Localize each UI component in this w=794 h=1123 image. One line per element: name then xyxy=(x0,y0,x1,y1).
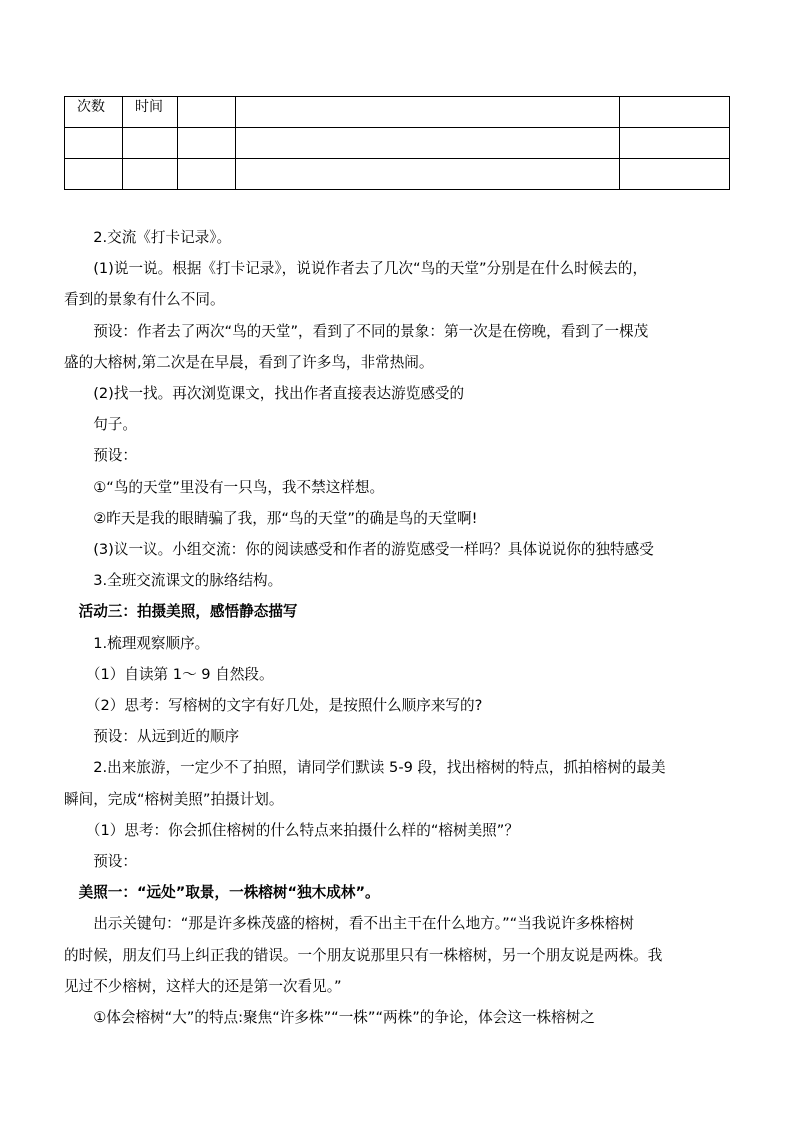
paragraph: （1）思考：你会抓住榕树的什么特点来拍摄什么样的“榕树美照”？ xyxy=(85,821,519,839)
paragraph: (2)找一找。再次浏览课文，找出作者直接表达游览感受的 xyxy=(93,385,465,403)
table-cell xyxy=(236,159,620,190)
table-cell xyxy=(123,128,178,159)
paragraph-continuation: 盛的大榕树,第二次是在早晨，看到了许多鸟，非常热闹。 xyxy=(64,353,434,371)
table-header-cell xyxy=(620,97,730,128)
table-cell xyxy=(65,159,123,190)
paragraph: 2.交流《打卡记录》。 xyxy=(93,229,232,246)
table-cell xyxy=(178,159,236,190)
paragraph: 预设：作者去了两次“鸟的天堂”，看到了不同的景象：第一次是在傍晚，看到了一棵茂 xyxy=(93,322,649,340)
paragraph: ②昨天是我的眼睛骗了我，那“鸟的天堂”的确是鸟的天堂啊! xyxy=(93,509,478,527)
paragraph-continuation: 看到的景象有什么不同。 xyxy=(64,291,225,309)
table-row xyxy=(65,128,730,159)
subsection-heading: 美照一：“远处”取景，一株榕树“独木成林”。 xyxy=(78,884,380,902)
table-header-cell xyxy=(178,97,236,128)
paragraph: 3.全班交流课文的脉络结构。 xyxy=(93,572,283,590)
table-header-row xyxy=(65,97,730,128)
paragraph: 出示关键句：“那是许多株茂盛的榕树，看不出主干在什么地方。”“当我说许多株榕树 xyxy=(93,915,634,933)
table-cell xyxy=(178,128,236,159)
paragraph: 句子。 xyxy=(93,416,137,434)
paragraph: ①“鸟的天堂”里没有一只鸟，我不禁这样想。 xyxy=(93,478,385,496)
table-cell xyxy=(620,159,730,190)
table-cell xyxy=(236,128,620,159)
record-table xyxy=(64,96,730,190)
paragraph: (1)说一说。根据《打卡记录》，说说作者去了几次“鸟的天堂”分别是在什么时候去的， xyxy=(93,260,648,278)
paragraph: 1.梳理观察顺序。 xyxy=(93,634,210,652)
paragraph: （2）思考：写榕树的文字有好几处，是按照什么顺序来写的? xyxy=(85,697,483,715)
paragraph-continuation: 见过不少榕树，这样大的还是第一次看见。” xyxy=(64,977,342,995)
paragraph: 2.出来旅游，一定少不了拍照，请同学们默读 5-9 段，找出榕树的特点，抓拍榕树的最美 xyxy=(93,759,666,777)
table-cell xyxy=(65,128,123,159)
table-header-cell xyxy=(236,97,620,128)
table-cell xyxy=(620,128,730,159)
paragraph: 预设： xyxy=(93,447,137,465)
paragraph-continuation: 瞬间，完成“榕树美照”拍摄计划。 xyxy=(64,790,284,808)
paragraph-continuation: 的时候，朋友们马上纠正我的错误。一个朋友说那里只有一株榕树，另一个朋友说是两株。我 xyxy=(64,946,663,964)
paragraph: ①体会榕树“大”的特点:聚焦“许多株”“一株”“两株”的争论，体会这一株榕树之 xyxy=(93,1009,595,1027)
paragraph: 预设：从远到近的顺序 xyxy=(93,728,240,746)
paragraph: 预设： xyxy=(93,853,137,871)
table-cell xyxy=(123,159,178,190)
document-body xyxy=(64,222,734,1033)
section-heading: 活动三：拍摄美照，感悟静态描写 xyxy=(78,603,298,621)
table-header-cell: 次数 xyxy=(65,97,123,128)
paragraph: （1）自读第 1～ 9 自然段。 xyxy=(85,665,274,683)
table-header-cell: 时间 xyxy=(123,97,178,128)
paragraph: (3)议一议。小组交流：你的阅读感受和作者的游览感受一样吗？具体说说你的独特感受 xyxy=(93,541,654,559)
table-row xyxy=(65,159,730,190)
